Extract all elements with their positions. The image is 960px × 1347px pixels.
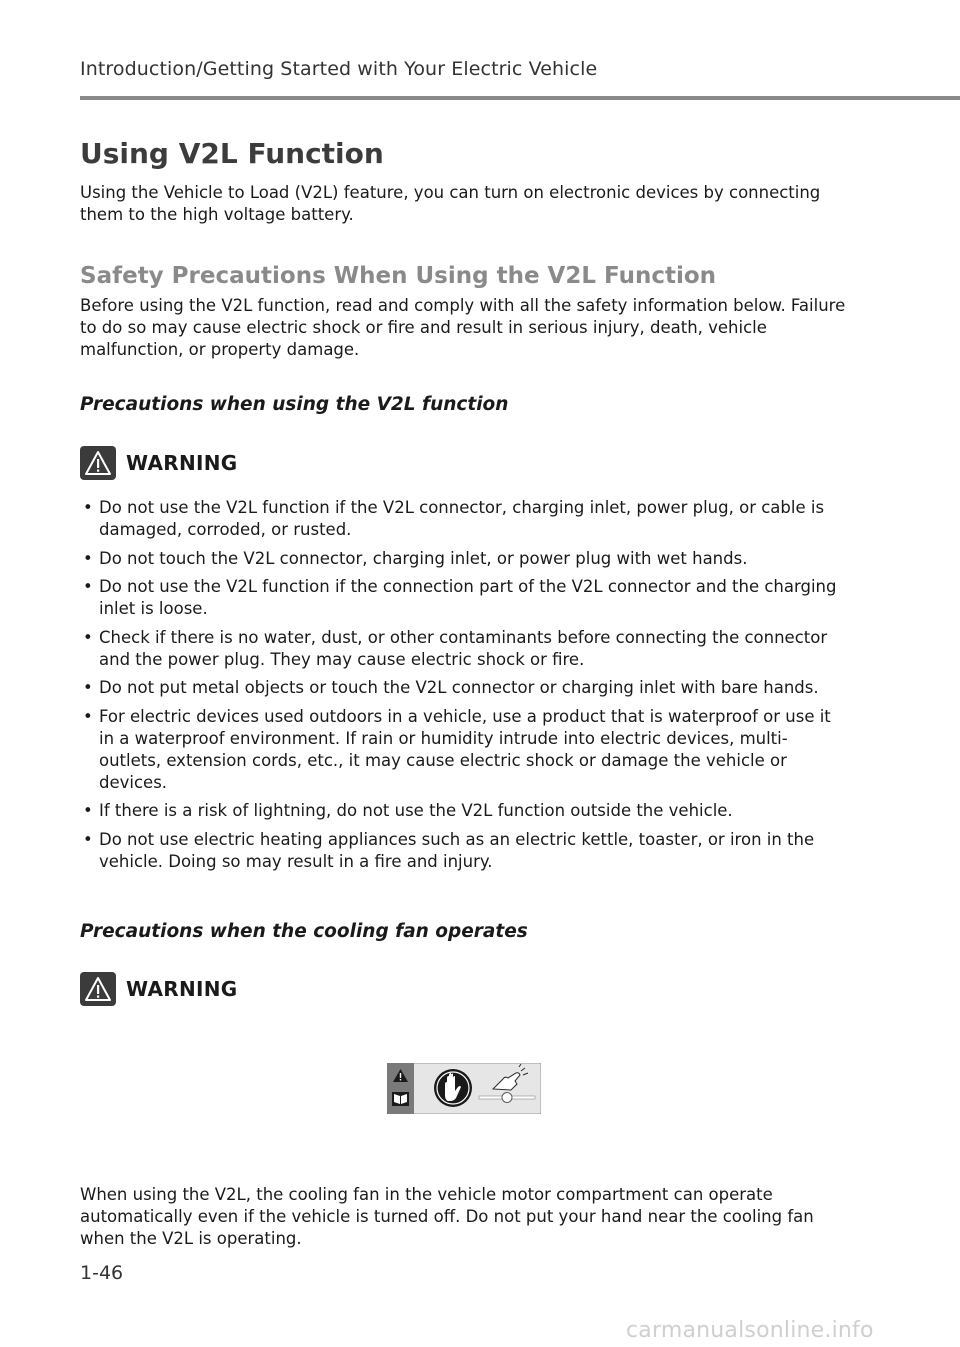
warning-label: WARNING xyxy=(126,451,238,475)
v2l-warning-list xyxy=(80,497,850,873)
list-item: • Do not use the V2L function if the connection part of the V2L connector and the charging inlet is loose. xyxy=(80,576,850,620)
cooling-fan-caution-label-icon xyxy=(387,1063,541,1114)
main-content xyxy=(80,134,850,1007)
page-number: 1-46 xyxy=(80,1262,124,1284)
safety-paragraph: Before using the V2L function, read and comply with all the safety information below. Failure to do so may cause electric shock or fire and result in serious injury, death, vehicle malfunction, or property damage. xyxy=(80,296,846,359)
fan-precautions-heading: Precautions when the cooling fan operates xyxy=(80,920,528,942)
v2l-warning-header xyxy=(80,445,850,481)
header-divider xyxy=(80,96,960,100)
warning-triangle-icon xyxy=(80,446,116,480)
safety-heading: Safety Precautions When Using the V2L Function xyxy=(80,263,717,289)
list-item: • For electric devices used outdoors in a vehicle, use a product that is waterproof or use it in a waterproof environment. If rain or humidity intrude into electric devices, multi-outlets, extension cords, etc., it may cause electric shock or damage the vehicle or devices. xyxy=(80,706,850,794)
list-item: • If there is a risk of lightning, do not use the V2L function outside the vehicle. xyxy=(80,800,850,822)
breadcrumb: Introduction/Getting Started with Your Electric Vehicle xyxy=(80,58,598,80)
watermark: carmanualsonline.info xyxy=(626,1318,874,1343)
page-title: Using V2L Function xyxy=(80,137,384,170)
warning-triangle-icon xyxy=(80,972,116,1006)
list-item: • Do not touch the V2L connector, charging inlet, or power plug with wet hands. xyxy=(80,548,850,570)
fan-warning-header xyxy=(80,971,850,1007)
list-item: • Do not use electric heating appliances such as an electric kettle, toaster, or iron in the vehicle. Doing so may result in a fire and injury. xyxy=(80,829,850,873)
fan-warning-paragraph: When using the V2L, the cooling fan in the vehicle motor compartment can operate automatically even if the vehicle is turned off. Do not put your hand near the cooling fan when the V2L is operating. xyxy=(80,1185,814,1248)
list-item: • Do not use the V2L function if the V2L connector, charging inlet, power plug, or cable is damaged, corroded, or rusted. xyxy=(80,497,850,541)
intro-paragraph: Using the Vehicle to Load (V2L) feature, you can turn on electronic devices by connecting them to the high voltage battery. xyxy=(80,183,821,224)
warning-label: WARNING xyxy=(126,976,238,1001)
list-item: • Do not put metal objects or touch the V2L connector or charging inlet with bare hands. xyxy=(80,677,850,699)
list-item: • Check if there is no water, dust, or other contaminants before connecting the connector and the power plug. They may cause electric shock or fire. xyxy=(80,627,850,671)
v2l-precautions-heading: Precautions when using the V2L function xyxy=(80,394,509,415)
